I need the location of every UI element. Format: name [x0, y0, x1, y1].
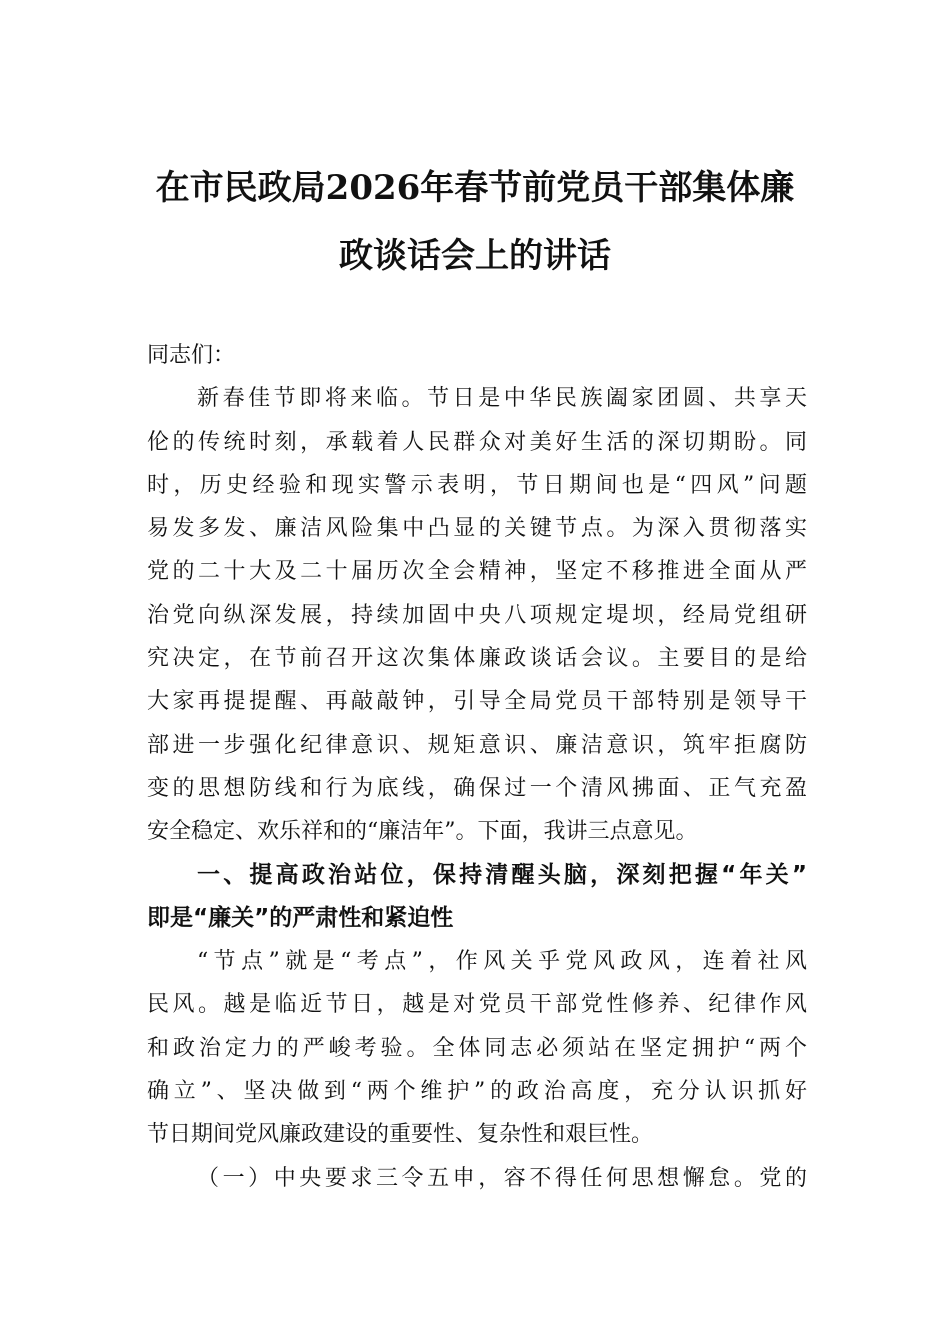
paragraph-line: 安全稳定、欢乐祥和的“廉洁年”。下面，我讲三点意见。	[147, 819, 698, 845]
paragraph-line: 治党向纵深发展，持续加固中央八项规定堤坝，经局党组研	[147, 602, 807, 628]
paragraph-line: 确立”、坚决做到“两个维护”的政治高度，充分认识抓好	[147, 1079, 807, 1105]
paragraph-line: （一）中央要求三令五申，容不得任何思想懈怠。党的	[197, 1165, 807, 1191]
salutation: 同志们：	[147, 343, 236, 368]
paragraph-line: 新春佳节即将来临。节日是中华民族阖家团圆、共享天	[197, 386, 807, 412]
paragraph-line: 民风。越是临近节日，越是对党员干部党性修养、纪律作风	[147, 992, 807, 1018]
paragraph-line: 大家再提提醒、再敲敲钟，引导全局党员干部特别是领导干	[147, 689, 807, 715]
section-heading-line: 一、提高政治站位，保持清醒头脑，深刻把握“年关”	[197, 861, 807, 888]
document-body	[147, 334, 807, 1200]
paragraph-line: 伦的传统时刻，承载着人民群众对美好生活的深切期盼。同	[147, 429, 807, 455]
paragraph-line: “节点”就是“考点”，作风关乎党风政风，连着社风	[197, 949, 807, 975]
paragraph-line: 易发多发、廉洁风险集中凸显的关键节点。为深入贯彻落实	[147, 516, 807, 542]
paragraph-line: 究决定，在节前召开这次集体廉政谈话会议。主要目的是给	[147, 646, 807, 672]
document-title-line-2: 政谈话会上的讲话	[339, 236, 611, 276]
document-title-line-1: 在市民政局2026年春节前党员干部集体廉	[155, 168, 795, 208]
section-heading-line: 即是“廉关”的严肃性和紧迫性	[147, 904, 454, 931]
paragraph-line: 部进一步强化纪律意识、规矩意识、廉洁意识，筑牢拒腐防	[147, 732, 807, 758]
paragraph-line: 时，历史经验和现实警示表明，节日期间也是“四风”问题	[147, 472, 807, 498]
paragraph-line: 党的二十大及二十届历次全会精神，坚定不移推进全面从严	[147, 559, 807, 585]
paragraph-line: 节日期间党风廉政建设的重要性、复杂性和艰巨性。	[147, 1122, 654, 1148]
paragraph-line: 变的思想防线和行为底线，确保过一个清风拂面、正气充盈	[147, 775, 807, 801]
paragraph-line: 和政治定力的严峻考验。全体同志必须站在坚定拥护“两个	[147, 1035, 807, 1061]
